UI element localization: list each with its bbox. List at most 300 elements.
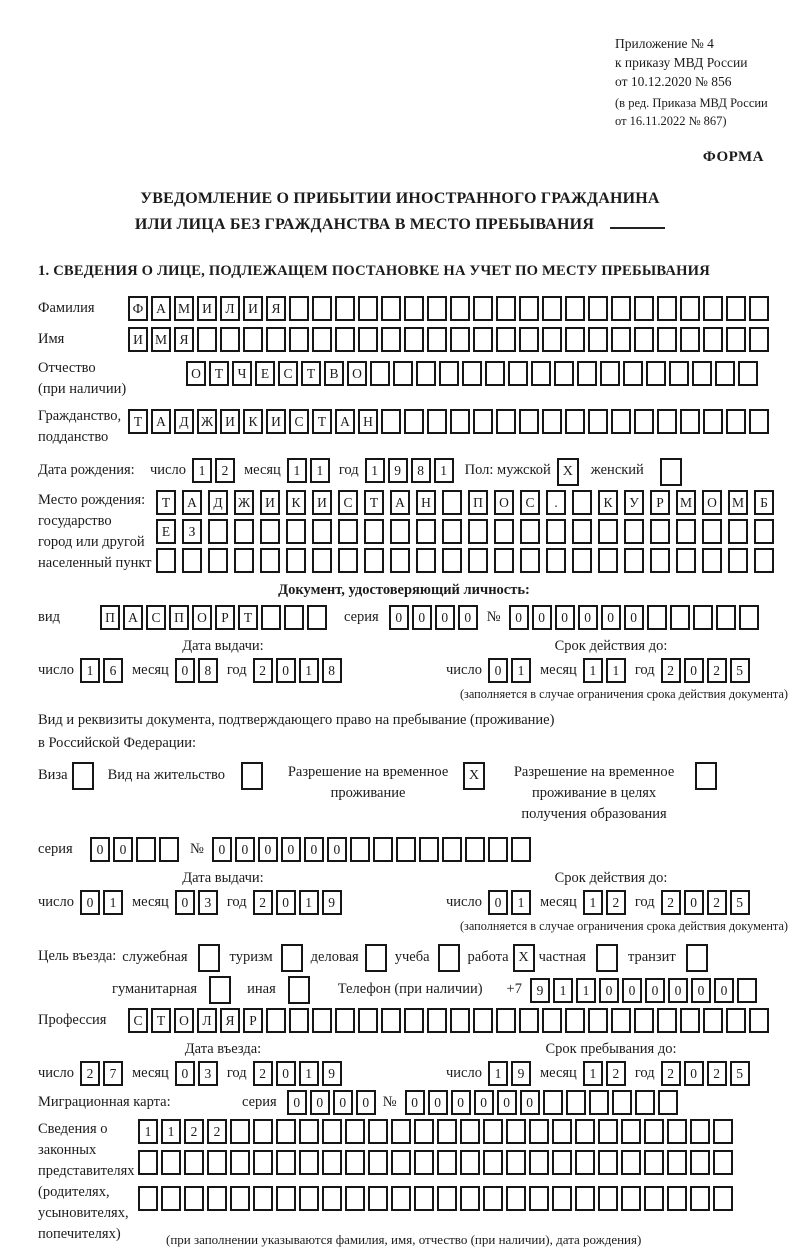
char-cell[interactable] [442,548,462,573]
char-cell[interactable]: Т [209,361,229,386]
char-cell[interactable] [450,327,470,352]
char-cell[interactable] [289,327,309,352]
char-cell[interactable]: М [151,327,171,352]
char-cell[interactable]: 1 [576,978,596,1003]
char-cell[interactable]: 1 [161,1119,181,1144]
char-cell[interactable] [552,1150,572,1175]
char-cell[interactable]: 1 [287,458,307,483]
char-cell[interactable] [473,409,493,434]
char-cell[interactable] [312,327,332,352]
char-cell[interactable] [542,409,562,434]
char-cell[interactable] [427,296,447,321]
char-cell[interactable] [312,548,332,573]
char-cell[interactable]: 5 [730,1061,750,1086]
char-cell[interactable] [488,837,508,862]
char-cell[interactable] [220,327,240,352]
char-cell[interactable]: 0 [622,978,642,1003]
char-cell[interactable] [312,296,332,321]
char-cell[interactable] [646,361,666,386]
char-cell[interactable]: И [220,409,240,434]
char-cell[interactable]: Ф [128,296,148,321]
char-cell[interactable] [416,548,436,573]
char-cell[interactable] [197,327,217,352]
char-cell[interactable] [554,361,574,386]
char-cell[interactable]: Т [238,605,258,630]
char-cell[interactable] [713,1150,733,1175]
char-cell[interactable] [286,548,306,573]
char-cell[interactable]: 0 [451,1090,471,1115]
char-cell[interactable] [230,1150,250,1175]
char-cell[interactable] [634,409,654,434]
char-cell[interactable]: 1 [606,658,626,683]
char-cell[interactable]: Т [156,490,176,515]
char-cell[interactable]: З [182,519,202,544]
char-cell[interactable]: 7 [103,1061,123,1086]
char-cell[interactable] [693,605,713,630]
char-cell[interactable]: 0 [458,605,478,630]
char-cell[interactable] [572,490,592,515]
char-cell[interactable] [234,519,254,544]
char-cell[interactable] [508,361,528,386]
char-cell[interactable]: 0 [684,890,704,915]
char-cell[interactable] [598,1150,618,1175]
char-cell[interactable]: С [128,1008,148,1033]
char-cell[interactable] [754,519,774,544]
char-cell[interactable]: 0 [389,605,409,630]
char-cell[interactable]: 2 [661,890,681,915]
char-cell[interactable]: 2 [253,890,273,915]
char-cell[interactable] [565,1008,585,1033]
char-cell[interactable]: 2 [184,1119,204,1144]
char-cell[interactable] [519,409,539,434]
char-cell[interactable] [266,1008,286,1033]
char-cell[interactable] [390,519,410,544]
char-cell[interactable] [667,1119,687,1144]
char-cell[interactable]: Д [174,409,194,434]
char-cell[interactable]: А [182,490,202,515]
char-cell[interactable]: И [260,490,280,515]
char-cell[interactable]: 0 [601,605,621,630]
char-cell[interactable]: 1 [488,1061,508,1086]
char-cell[interactable] [468,548,488,573]
char-cell[interactable] [345,1119,365,1144]
char-cell[interactable]: 1 [511,890,531,915]
char-cell[interactable] [358,327,378,352]
purpose-official-checkbox[interactable] [198,944,220,972]
char-cell[interactable] [364,519,384,544]
char-cell[interactable]: А [151,296,171,321]
char-cell[interactable] [368,1119,388,1144]
char-cell[interactable] [650,548,670,573]
visa-checkbox[interactable] [72,762,94,790]
char-cell[interactable] [276,1119,296,1144]
char-cell[interactable] [657,1008,677,1033]
char-cell[interactable]: 9 [530,978,550,1003]
char-cell[interactable] [419,837,439,862]
char-cell[interactable] [647,605,667,630]
char-cell[interactable] [404,409,424,434]
char-cell[interactable]: К [598,490,618,515]
char-cell[interactable]: 2 [253,658,273,683]
char-cell[interactable] [462,361,482,386]
char-cell[interactable] [345,1186,365,1211]
char-cell[interactable] [182,548,202,573]
char-cell[interactable] [575,1119,595,1144]
char-cell[interactable] [138,1150,158,1175]
purpose-humanitarian-checkbox[interactable] [209,976,231,1004]
char-cell[interactable] [207,1150,227,1175]
char-cell[interactable] [506,1186,526,1211]
char-cell[interactable] [276,1186,296,1211]
char-cell[interactable] [439,361,459,386]
char-cell[interactable]: У [624,490,644,515]
char-cell[interactable] [322,1119,342,1144]
char-cell[interactable]: 5 [730,890,750,915]
char-cell[interactable] [702,548,722,573]
char-cell[interactable] [442,519,462,544]
char-cell[interactable] [364,548,384,573]
char-cell[interactable] [468,519,488,544]
char-cell[interactable] [658,1090,678,1115]
sex-male-checkbox[interactable]: X [557,458,579,486]
char-cell[interactable] [577,361,597,386]
char-cell[interactable] [253,1186,273,1211]
char-cell[interactable]: 9 [388,458,408,483]
char-cell[interactable] [726,327,746,352]
char-cell[interactable] [588,296,608,321]
char-cell[interactable]: О [347,361,367,386]
char-cell[interactable]: 1 [103,890,123,915]
char-cell[interactable]: 3 [198,890,218,915]
char-cell[interactable] [676,548,696,573]
char-cell[interactable] [286,519,306,544]
char-cell[interactable] [623,361,643,386]
char-cell[interactable] [531,361,551,386]
char-cell[interactable] [460,1150,480,1175]
char-cell[interactable] [542,296,562,321]
char-cell[interactable]: 0 [235,837,255,862]
char-cell[interactable]: 0 [668,978,688,1003]
char-cell[interactable]: Л [220,296,240,321]
char-cell[interactable] [519,296,539,321]
char-cell[interactable] [702,519,722,544]
char-cell[interactable]: 0 [435,605,455,630]
char-cell[interactable] [690,1186,710,1211]
char-cell[interactable]: С [520,490,540,515]
char-cell[interactable]: 0 [714,978,734,1003]
char-cell[interactable]: 2 [661,658,681,683]
char-cell[interactable] [598,548,618,573]
char-cell[interactable]: 1 [583,1061,603,1086]
char-cell[interactable] [381,296,401,321]
char-cell[interactable]: 0 [488,658,508,683]
char-cell[interactable]: Т [151,1008,171,1033]
residence-permit-checkbox[interactable] [241,762,263,790]
temp-residence-checkbox[interactable]: X [463,762,485,790]
char-cell[interactable] [416,361,436,386]
char-cell[interactable] [650,519,670,544]
char-cell[interactable] [749,327,769,352]
char-cell[interactable]: 1 [511,658,531,683]
char-cell[interactable] [473,296,493,321]
char-cell[interactable] [393,361,413,386]
char-cell[interactable] [670,605,690,630]
char-cell[interactable] [483,1119,503,1144]
temp-residence-education-checkbox[interactable] [695,762,717,790]
char-cell[interactable]: 0 [276,1061,296,1086]
char-cell[interactable]: 3 [198,1061,218,1086]
char-cell[interactable] [370,361,390,386]
char-cell[interactable]: О [192,605,212,630]
char-cell[interactable] [690,1119,710,1144]
char-cell[interactable] [322,1186,342,1211]
char-cell[interactable] [634,296,654,321]
char-cell[interactable] [483,1186,503,1211]
char-cell[interactable] [542,1008,562,1033]
char-cell[interactable] [390,548,410,573]
char-cell[interactable] [138,1186,158,1211]
char-cell[interactable]: Т [312,409,332,434]
char-cell[interactable]: 0 [532,605,552,630]
char-cell[interactable] [230,1119,250,1144]
char-cell[interactable] [161,1150,181,1175]
char-cell[interactable] [519,1008,539,1033]
char-cell[interactable]: А [335,409,355,434]
char-cell[interactable] [657,327,677,352]
char-cell[interactable] [442,490,462,515]
char-cell[interactable]: Т [364,490,384,515]
char-cell[interactable]: 0 [624,605,644,630]
char-cell[interactable] [473,1008,493,1033]
char-cell[interactable] [289,1008,309,1033]
char-cell[interactable] [322,1150,342,1175]
char-cell[interactable] [611,1008,631,1033]
char-cell[interactable] [598,1186,618,1211]
char-cell[interactable] [396,837,416,862]
char-cell[interactable]: Б [754,490,774,515]
char-cell[interactable] [496,1008,516,1033]
char-cell[interactable]: Р [215,605,235,630]
char-cell[interactable]: Ч [232,361,252,386]
char-cell[interactable]: Р [650,490,670,515]
char-cell[interactable]: 1 [299,658,319,683]
char-cell[interactable]: 2 [707,1061,727,1086]
char-cell[interactable]: 1 [583,890,603,915]
char-cell[interactable]: П [169,605,189,630]
char-cell[interactable]: В [324,361,344,386]
char-cell[interactable] [520,519,540,544]
char-cell[interactable]: А [123,605,143,630]
char-cell[interactable]: 0 [428,1090,448,1115]
char-cell[interactable]: Л [197,1008,217,1033]
char-cell[interactable] [437,1150,457,1175]
char-cell[interactable]: 0 [684,1061,704,1086]
char-cell[interactable]: 2 [80,1061,100,1086]
char-cell[interactable] [184,1186,204,1211]
char-cell[interactable] [307,605,327,630]
char-cell[interactable]: 0 [304,837,324,862]
char-cell[interactable]: 1 [310,458,330,483]
char-cell[interactable] [621,1119,641,1144]
char-cell[interactable] [496,296,516,321]
char-cell[interactable]: 0 [555,605,575,630]
char-cell[interactable] [644,1150,664,1175]
char-cell[interactable]: М [676,490,696,515]
char-cell[interactable]: Н [416,490,436,515]
char-cell[interactable] [358,296,378,321]
char-cell[interactable] [335,1008,355,1033]
char-cell[interactable] [726,296,746,321]
char-cell[interactable]: 8 [322,658,342,683]
char-cell[interactable] [529,1150,549,1175]
char-cell[interactable] [260,519,280,544]
char-cell[interactable]: А [151,409,171,434]
char-cell[interactable] [335,296,355,321]
char-cell[interactable] [338,519,358,544]
char-cell[interactable]: Ж [197,409,217,434]
char-cell[interactable] [450,1008,470,1033]
char-cell[interactable]: 0 [356,1090,376,1115]
char-cell[interactable]: 0 [412,605,432,630]
char-cell[interactable]: О [186,361,206,386]
char-cell[interactable]: П [468,490,488,515]
char-cell[interactable] [634,1008,654,1033]
char-cell[interactable] [611,296,631,321]
char-cell[interactable] [465,837,485,862]
purpose-transit-checkbox[interactable] [686,944,708,972]
purpose-study-checkbox[interactable] [438,944,460,972]
char-cell[interactable] [437,1119,457,1144]
char-cell[interactable]: Я [266,296,286,321]
char-cell[interactable]: 1 [80,658,100,683]
char-cell[interactable]: 0 [276,890,296,915]
char-cell[interactable] [159,837,179,862]
char-cell[interactable] [299,1150,319,1175]
char-cell[interactable]: 0 [488,890,508,915]
char-cell[interactable] [572,548,592,573]
char-cell[interactable] [621,1186,641,1211]
char-cell[interactable] [713,1119,733,1144]
char-cell[interactable]: 0 [258,837,278,862]
purpose-business-checkbox[interactable] [365,944,387,972]
char-cell[interactable] [612,1090,632,1115]
char-cell[interactable] [624,548,644,573]
char-cell[interactable] [373,837,393,862]
char-cell[interactable]: 1 [138,1119,158,1144]
char-cell[interactable] [345,1150,365,1175]
char-cell[interactable]: 0 [281,837,301,862]
char-cell[interactable] [427,327,447,352]
char-cell[interactable] [754,548,774,573]
char-cell[interactable]: Я [220,1008,240,1033]
char-cell[interactable] [529,1186,549,1211]
char-cell[interactable] [575,1186,595,1211]
char-cell[interactable]: 0 [80,890,100,915]
char-cell[interactable] [350,837,370,862]
char-cell[interactable] [644,1119,664,1144]
char-cell[interactable] [494,548,514,573]
char-cell[interactable]: С [278,361,298,386]
char-cell[interactable]: 0 [645,978,665,1003]
char-cell[interactable]: 2 [707,658,727,683]
char-cell[interactable] [566,1090,586,1115]
char-cell[interactable]: Е [156,519,176,544]
char-cell[interactable]: 9 [511,1061,531,1086]
char-cell[interactable] [657,296,677,321]
char-cell[interactable] [520,548,540,573]
char-cell[interactable] [572,519,592,544]
char-cell[interactable]: 1 [553,978,573,1003]
purpose-tourism-checkbox[interactable] [281,944,303,972]
char-cell[interactable] [312,1008,332,1033]
char-cell[interactable] [635,1090,655,1115]
purpose-work-checkbox[interactable]: X [513,944,535,972]
char-cell[interactable] [715,361,735,386]
char-cell[interactable]: 2 [661,1061,681,1086]
char-cell[interactable] [667,1186,687,1211]
char-cell[interactable]: 1 [365,458,385,483]
char-cell[interactable] [669,361,689,386]
char-cell[interactable]: С [289,409,309,434]
char-cell[interactable] [208,548,228,573]
char-cell[interactable]: 6 [103,658,123,683]
char-cell[interactable] [414,1119,434,1144]
char-cell[interactable]: О [174,1008,194,1033]
char-cell[interactable]: 8 [198,658,218,683]
char-cell[interactable] [546,548,566,573]
char-cell[interactable] [703,409,723,434]
char-cell[interactable]: И [197,296,217,321]
char-cell[interactable]: Д [208,490,228,515]
char-cell[interactable] [506,1119,526,1144]
char-cell[interactable]: 2 [215,458,235,483]
char-cell[interactable] [598,1119,618,1144]
char-cell[interactable]: . [546,490,566,515]
char-cell[interactable] [496,327,516,352]
char-cell[interactable] [506,1150,526,1175]
char-cell[interactable]: Н [358,409,378,434]
char-cell[interactable]: 1 [434,458,454,483]
char-cell[interactable]: 0 [691,978,711,1003]
char-cell[interactable] [289,296,309,321]
char-cell[interactable] [427,1008,447,1033]
char-cell[interactable] [543,1090,563,1115]
char-cell[interactable] [680,296,700,321]
char-cell[interactable] [391,1186,411,1211]
char-cell[interactable] [552,1186,572,1211]
char-cell[interactable]: М [174,296,194,321]
char-cell[interactable] [611,409,631,434]
char-cell[interactable]: С [338,490,358,515]
char-cell[interactable] [404,327,424,352]
char-cell[interactable] [299,1119,319,1144]
char-cell[interactable] [692,361,712,386]
char-cell[interactable]: 1 [192,458,212,483]
char-cell[interactable]: 0 [474,1090,494,1115]
char-cell[interactable]: 5 [730,658,750,683]
char-cell[interactable]: Т [128,409,148,434]
char-cell[interactable]: Я [174,327,194,352]
char-cell[interactable] [703,296,723,321]
char-cell[interactable] [738,361,758,386]
char-cell[interactable] [749,296,769,321]
char-cell[interactable] [624,519,644,544]
char-cell[interactable] [358,1008,378,1033]
char-cell[interactable] [496,409,516,434]
char-cell[interactable]: 0 [333,1090,353,1115]
char-cell[interactable] [749,409,769,434]
char-cell[interactable] [156,548,176,573]
